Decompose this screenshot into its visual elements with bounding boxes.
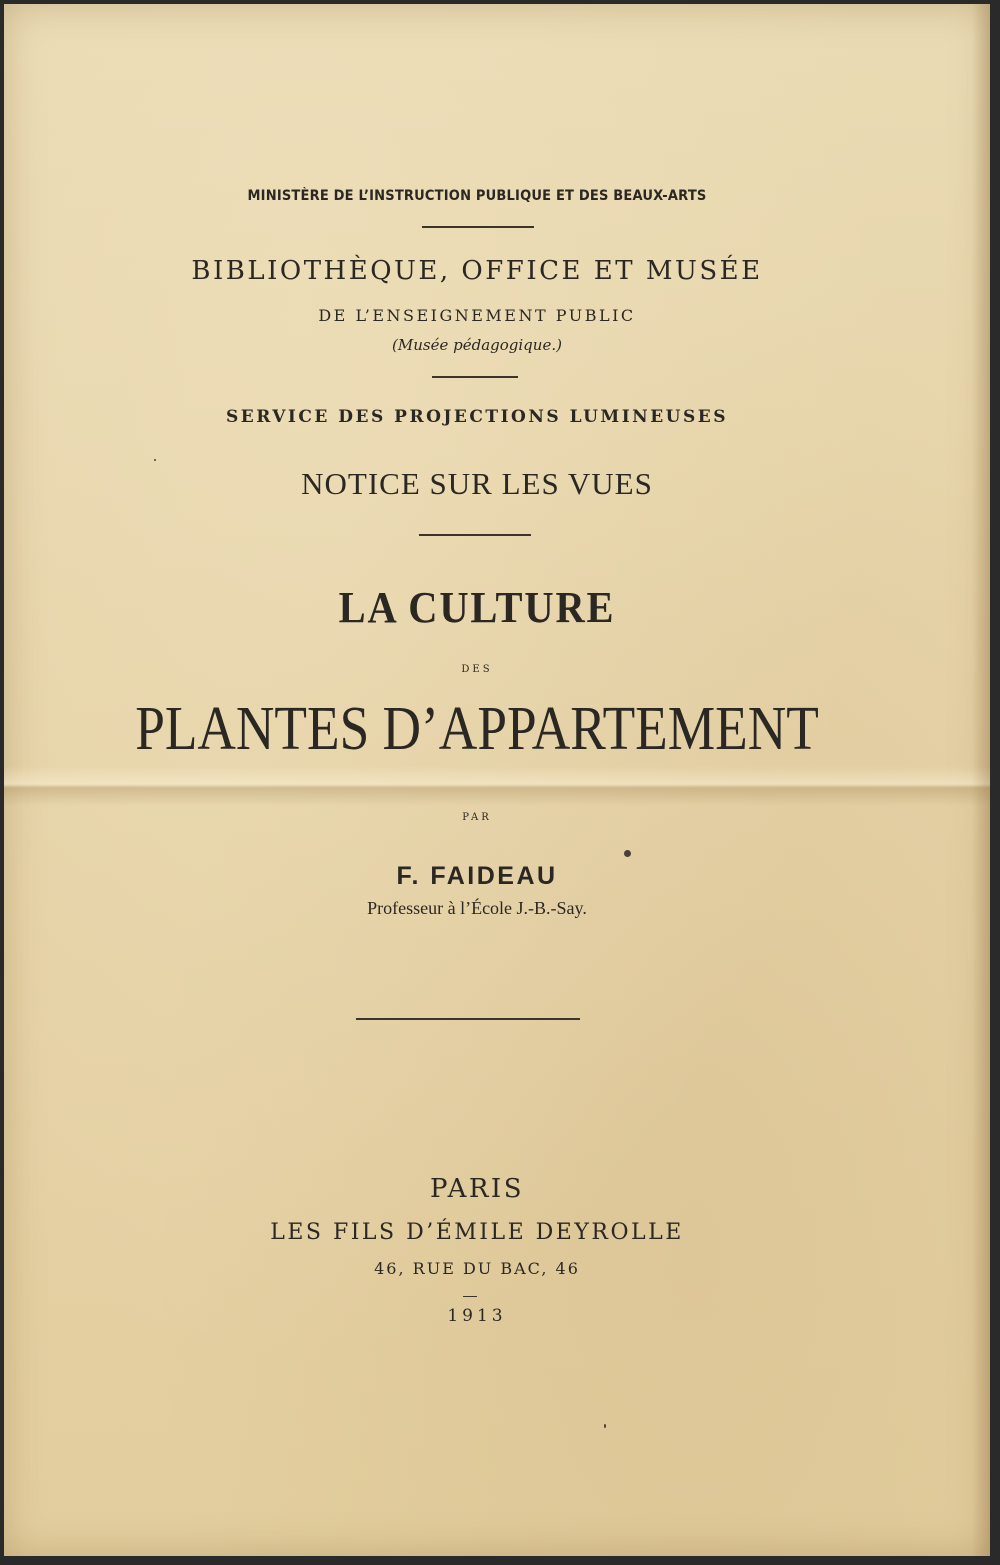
document-page [4, 4, 990, 1556]
ink-speck [624, 850, 631, 857]
imprint-address: 46, RUE DU BAC, 46 [374, 1259, 580, 1278]
imprint-year: 1913 [447, 1306, 507, 1326]
divider-rule [356, 1018, 580, 1020]
author-name: F. FAIDEAU [396, 862, 558, 890]
page-edge-shadow [972, 4, 990, 1556]
by-label: PAR [462, 812, 492, 823]
divider-rule [422, 226, 534, 228]
divider-rule [463, 1296, 477, 1297]
ink-speck [154, 459, 156, 461]
imprint-city: PARIS [429, 1174, 525, 1204]
title-connector: DES [461, 664, 493, 675]
page-fold-crease [4, 766, 990, 806]
public-education-subheading: DE L’ENSEIGNEMENT PUBLIC [318, 306, 636, 325]
library-heading: BIBLIOTHÈQUE, OFFICE ET MUSÉE [191, 256, 763, 286]
musee-pedagogique-note: (Musée pédagogique.) [392, 336, 562, 354]
imprint-publisher: LES FILS D’ÉMILE DEYROLLE [270, 1220, 684, 1245]
ink-speck [604, 1424, 606, 1428]
title-line-2: PLANTES D’APPARTEMENT [135, 695, 819, 763]
service-heading: SERVICE DES PROJECTIONS LUMINEUSES [225, 407, 729, 427]
notice-heading: NOTICE SUR LES VUES [301, 466, 653, 501]
ministry-heading: MINISTÈRE DE L’INSTRUCTION PUBLIQUE ET DES BEAUX-ARTS [247, 188, 707, 204]
divider-rule [419, 534, 531, 536]
divider-rule [432, 376, 518, 378]
title-line-1: LA CULTURE [338, 583, 616, 632]
author-position: Professeur à l’École J.-B.-Say. [367, 898, 587, 918]
